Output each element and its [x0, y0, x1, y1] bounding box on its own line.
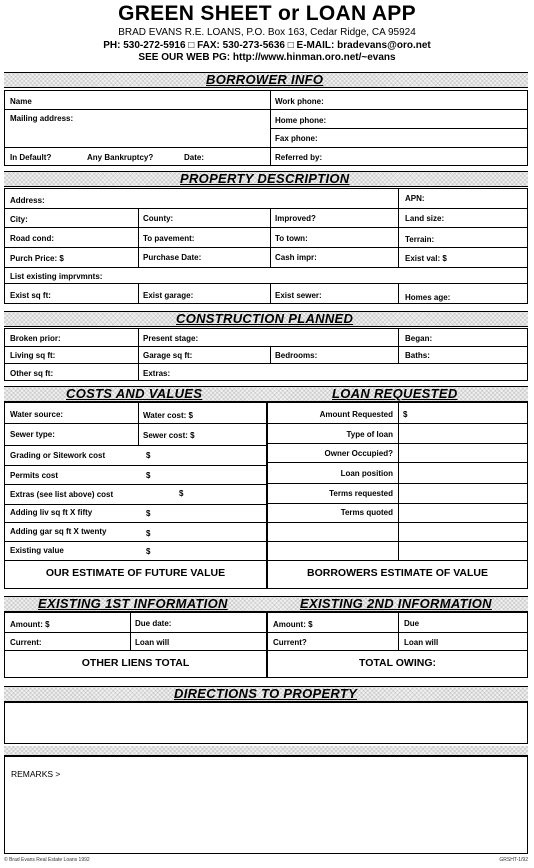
terms-quoted-field[interactable]: Terms quoted	[340, 508, 393, 517]
borrower-box	[4, 90, 528, 166]
owner-occupied-field[interactable]: Owner Occupied?	[324, 449, 393, 458]
footer-form-code: GRSHT-1/92	[499, 857, 528, 863]
existing1-current-field[interactable]: Current:	[10, 638, 42, 647]
existing1-box	[4, 612, 267, 678]
existing2-loan-will-field[interactable]: Loan will	[404, 638, 439, 647]
directions-title: DIRECTIONS TO PROPERTY	[174, 686, 358, 701]
began-field[interactable]: Began:	[405, 334, 433, 343]
mailing-address-field[interactable]: Mailing address:	[10, 114, 74, 123]
existing-value-dollar: $	[146, 547, 151, 556]
type-of-loan-field[interactable]: Type of loan	[346, 430, 393, 439]
adding-gar-field[interactable]: Adding gar sq ft X twenty	[10, 527, 107, 536]
improved-field[interactable]: Improved?	[275, 214, 316, 223]
purch-price-field[interactable]: Purch Price: $	[10, 254, 64, 263]
exist-val-field[interactable]: Exist val: $	[405, 254, 447, 263]
existing2-title: EXISTING 2ND INFORMATION	[300, 596, 492, 611]
existing-value-field[interactable]: Existing value	[10, 546, 64, 555]
adding-gar-dollar: $	[146, 529, 151, 538]
referred-by-field[interactable]: Referred by:	[275, 153, 323, 162]
costs-title: COSTS AND VALUES	[66, 386, 203, 401]
name-field[interactable]: Name	[10, 97, 32, 106]
in-default-field[interactable]: In Default?	[10, 153, 52, 162]
road-cond-field[interactable]: Road cond:	[10, 234, 54, 243]
existing1-title: EXISTING 1ST INFORMATION	[38, 596, 228, 611]
existing2-amount-field[interactable]: Amount: $	[273, 620, 313, 629]
homes-age-field[interactable]: Homes age:	[405, 293, 451, 302]
cash-impr-field[interactable]: Cash impr:	[275, 253, 317, 262]
borrowers-estimate-field[interactable]: BORROWERS ESTIMATE OF VALUE	[306, 567, 489, 579]
city-field[interactable]: City:	[10, 215, 28, 224]
adding-liv-field[interactable]: Adding liv sq ft X fifty	[10, 508, 93, 517]
extras-cost-field[interactable]: Extras (see list above) cost	[10, 490, 114, 499]
property-box	[4, 188, 528, 304]
permits-cost-field[interactable]: Permits cost	[10, 471, 59, 480]
home-phone-field[interactable]: Home phone:	[275, 116, 327, 125]
directions-band	[4, 686, 528, 702]
present-stage-field[interactable]: Present stage:	[143, 334, 199, 343]
our-estimate-field[interactable]: OUR ESTIMATE OF FUTURE VALUE	[45, 567, 226, 579]
costs-box	[4, 402, 267, 589]
purchase-date-field[interactable]: Purchase Date:	[143, 253, 202, 262]
existing1-amount-field[interactable]: Amount: $	[10, 620, 50, 629]
borrower-title: BORROWER INFO	[206, 72, 324, 87]
existing2-current-field[interactable]: Current?	[273, 638, 307, 647]
land-size-field[interactable]: Land size:	[405, 214, 445, 223]
existing1-due-field[interactable]: Due date:	[135, 619, 172, 628]
work-phone-field[interactable]: Work phone:	[275, 97, 324, 106]
apn-field[interactable]: APN:	[405, 194, 425, 203]
grading-cost-field[interactable]: Grading or Sitework cost	[10, 451, 106, 460]
borrower-band	[4, 72, 528, 88]
form-title: GREEN SHEET or LOAN APP	[118, 2, 416, 25]
terms-requested-field[interactable]: Terms requested	[329, 489, 393, 498]
address-field[interactable]: Address:	[10, 196, 45, 205]
construction-title: CONSTRUCTION PLANNED	[176, 311, 354, 326]
loan-title: LOAN REQUESTED	[332, 386, 458, 401]
list-existing-field[interactable]: List existing imprvmnts:	[10, 272, 103, 281]
remarks-box[interactable]	[4, 756, 528, 854]
existing1-loan-will-field[interactable]: Loan will	[135, 638, 170, 647]
other-sqft-field[interactable]: Other sq ft:	[10, 369, 54, 378]
bankruptcy-field[interactable]: Any Bankruptcy?	[87, 153, 154, 162]
amount-requested-field[interactable]: Amount Requested	[319, 410, 393, 419]
footer-copyright: © Brad Evans Real Estate Loans 1992	[4, 857, 90, 863]
company-line: BRAD EVANS R.E. LOANS, P.O. Box 163, Cedar Ridge, CA 95924	[118, 27, 416, 38]
amount-requested-dollar: $	[403, 410, 408, 419]
property-title: PROPERTY DESCRIPTION	[180, 171, 350, 186]
to-town-field[interactable]: To town:	[275, 234, 308, 243]
exist-sewer-field[interactable]: Exist sewer:	[275, 291, 322, 300]
existing2-box	[267, 612, 528, 678]
garage-sqft-field[interactable]: Garage sq ft:	[143, 351, 193, 360]
water-cost-field[interactable]: Water cost: $	[143, 411, 193, 420]
permits-dollar: $	[146, 471, 151, 480]
water-source-field[interactable]: Water source:	[10, 410, 64, 419]
terrain-field[interactable]: Terrain:	[405, 235, 435, 244]
property-band	[4, 171, 528, 187]
adding-liv-dollar: $	[146, 509, 151, 518]
to-pavement-field[interactable]: To pavement:	[143, 234, 195, 243]
grading-dollar: $	[146, 451, 151, 460]
loan-box	[267, 402, 528, 589]
costs-loan-band	[4, 386, 528, 402]
existing2-due-field[interactable]: Due	[404, 619, 420, 628]
other-liens-field[interactable]: OTHER LIENS TOTAL	[81, 657, 190, 669]
existing-band	[4, 596, 528, 612]
sewer-type-field[interactable]: Sewer type:	[10, 430, 55, 439]
fax-phone-field[interactable]: Fax phone:	[275, 134, 318, 143]
bedrooms-field[interactable]: Bedrooms:	[275, 351, 318, 360]
extras-dollar: $	[179, 489, 184, 498]
exist-garage-field[interactable]: Exist garage:	[143, 291, 194, 300]
county-field[interactable]: County:	[143, 214, 174, 223]
total-owing-field[interactable]: TOTAL OWING:	[359, 657, 436, 669]
construction-band	[4, 311, 528, 327]
broken-prior-field[interactable]: Broken prior:	[10, 334, 61, 343]
exist-sqft-field[interactable]: Exist sq ft:	[10, 291, 51, 300]
spacer-band	[4, 746, 528, 756]
web-line: SEE OUR WEB PG: http://www.hinman.oro.net/~evans	[138, 52, 396, 63]
extras-field[interactable]: Extras:	[143, 369, 171, 378]
remarks-label: REMARKS >	[11, 769, 61, 779]
loan-position-field[interactable]: Loan position	[340, 469, 393, 478]
date-field[interactable]: Date:	[184, 153, 205, 162]
directions-box[interactable]	[4, 702, 528, 744]
baths-field[interactable]: Baths:	[405, 351, 430, 360]
construction-box	[4, 328, 528, 381]
sewer-cost-field[interactable]: Sewer cost: $	[143, 431, 195, 440]
living-sqft-field[interactable]: Living sq ft:	[10, 351, 56, 360]
contact-line: PH: 530-272-5916 □ FAX: 530-273-5636 □ E-MAIL: bradevans@oro.net	[103, 40, 431, 51]
